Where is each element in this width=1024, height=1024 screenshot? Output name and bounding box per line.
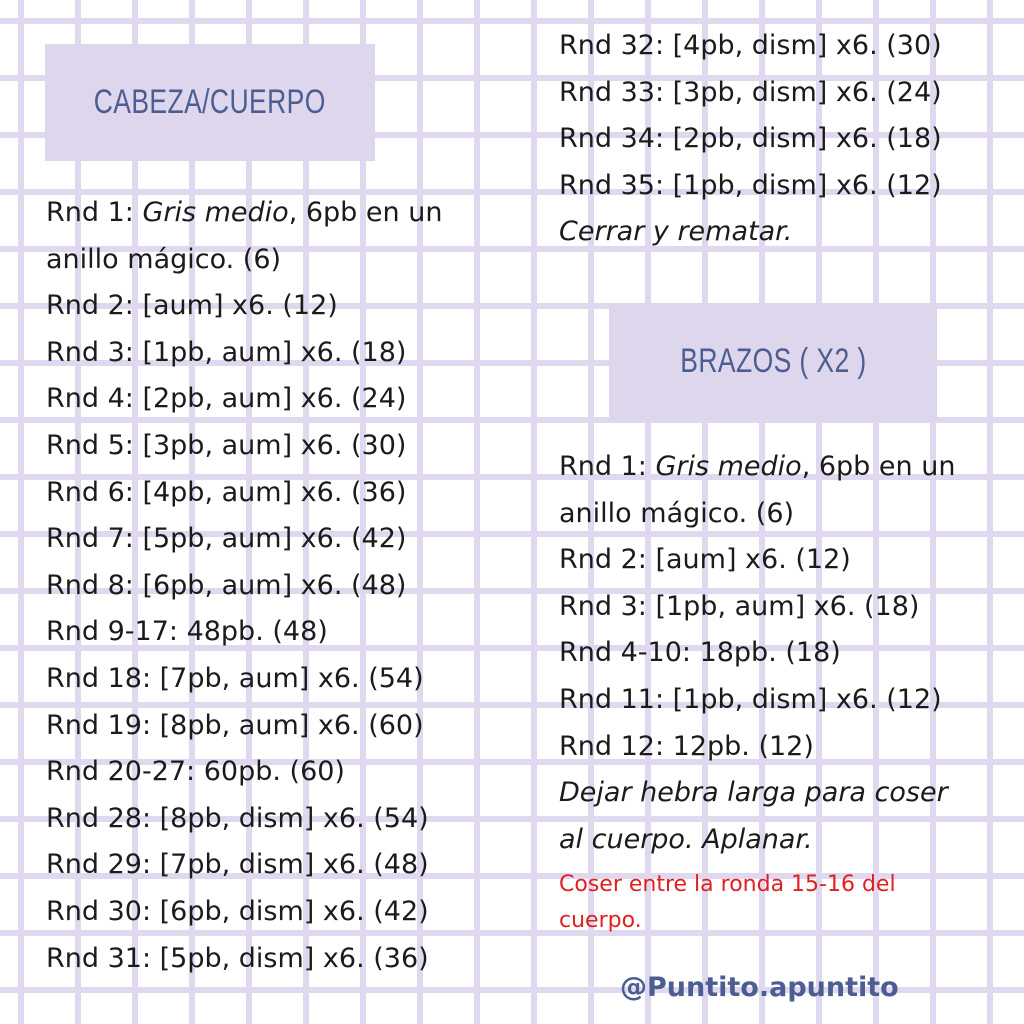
round-line: [559, 537, 979, 584]
round-line: [46, 563, 506, 610]
round-text: [6pb, dism] x6. (42): [159, 895, 429, 927]
round-text: [5pb, aum] x6. (42): [142, 523, 407, 555]
round-text: [1pb, dism] x6. (12): [672, 683, 942, 715]
round-label: Rnd 29:: [46, 849, 160, 881]
round-label: Rnd 19:: [46, 709, 160, 741]
round-text: [4pb, aum] x6. (36): [142, 476, 407, 508]
round-label: Rnd 9-17:: [46, 616, 187, 648]
cabeza-rounds-list: [46, 190, 506, 982]
round-text: [1pb, aum] x6. (18): [142, 336, 407, 368]
round-label: Rnd 11:: [559, 683, 673, 715]
round-label: Rnd 30:: [46, 895, 160, 927]
round-text: [1pb, aum] x6. (18): [655, 590, 920, 622]
round-line: [46, 470, 506, 517]
cabeza-rounds-continued: [559, 23, 999, 256]
round-label: Rnd 7:: [46, 523, 143, 555]
round-label: Rnd 34:: [559, 123, 673, 155]
round-text: [3pb, aum] x6. (30): [142, 429, 407, 461]
closing-note: Cerrar y rematar.: [559, 216, 793, 248]
round-line: [46, 283, 506, 330]
round-label: Rnd 33:: [559, 76, 673, 108]
round-line: [46, 376, 506, 423]
round-text: 12pb. (12): [672, 730, 814, 762]
round-label: Rnd 5:: [46, 429, 143, 461]
round-line: [559, 724, 979, 771]
round-line: [559, 677, 979, 724]
round-color-name: Gris medio: [655, 451, 802, 482]
round-label: Rnd 3:: [46, 336, 143, 368]
round-line: [46, 190, 506, 283]
round-label: Rnd 1:: [559, 451, 656, 482]
round-label: Rnd 28:: [46, 802, 160, 834]
round-line: [46, 423, 506, 470]
round-line: [46, 936, 506, 983]
brazos-rounds-list: [559, 444, 979, 939]
author-handle: @Puntito.apuntito: [620, 972, 899, 1003]
round-text: [aum] x6. (12): [142, 290, 338, 322]
round-text: [2pb, dism] x6. (18): [672, 123, 942, 155]
section-title-box-brazos: [609, 303, 937, 420]
round-color-name: Gris medio: [142, 197, 289, 228]
round-text: [1pb, dism] x6. (12): [672, 169, 942, 201]
round-line: [46, 842, 506, 889]
round-label: Rnd 2:: [559, 544, 656, 576]
round-label: Rnd 4:: [46, 383, 143, 415]
round-label: Rnd 2:: [46, 290, 143, 322]
round-line: [559, 584, 979, 631]
round-line: [559, 23, 999, 70]
round-line: [46, 609, 506, 656]
section-title-brazos: BRAZOS ( X2 ): [679, 342, 867, 380]
round-text: [8pb, dism] x6. (54): [159, 802, 429, 834]
round-line: [46, 749, 506, 796]
closing-note: Dejar hebra larga para coser al cuerpo. Aplanar.: [559, 777, 948, 855]
round-text: 48pb. (48): [186, 616, 328, 648]
round-label: Rnd 12:: [559, 730, 673, 762]
round-text: [2pb, aum] x6. (24): [142, 383, 407, 415]
round-label: Rnd 18:: [46, 662, 160, 694]
round-text: [6pb, aum] x6. (48): [142, 569, 407, 601]
section-title-box-cabeza: [45, 44, 375, 161]
round-label: Rnd 35:: [559, 169, 673, 201]
round-text: , 6pb en un anillo mágico. (6): [559, 451, 956, 529]
round-line: [559, 630, 979, 677]
round-text: 18pb. (18): [699, 637, 841, 669]
round-line: [46, 516, 506, 563]
round-label: Rnd 31:: [46, 942, 160, 974]
round-label: Rnd 20-27:: [46, 756, 204, 788]
round-text: [4pb, dism] x6. (30): [672, 30, 942, 61]
round-label: Rnd 32:: [559, 30, 673, 61]
round-text: [7pb, aum] x6. (54): [159, 662, 424, 694]
sewing-note: Coser entre la ronda 15-16 del cuerpo.: [559, 872, 896, 934]
round-text: [3pb, dism] x6. (24): [672, 76, 942, 108]
round-label: Rnd 1:: [46, 197, 143, 228]
round-line: [559, 444, 979, 537]
round-text: [5pb, dism] x6. (36): [159, 942, 429, 974]
round-label: Rnd 3:: [559, 590, 656, 622]
round-text: [aum] x6. (12): [655, 544, 851, 576]
round-text: [8pb, aum] x6. (60): [159, 709, 424, 741]
round-line: [46, 656, 506, 703]
round-line: [559, 116, 999, 163]
round-text: [7pb, dism] x6. (48): [159, 849, 429, 881]
round-line: [46, 330, 506, 377]
section-title-cabeza: CABEZA/CUERPO: [93, 83, 326, 121]
round-label: Rnd 4-10:: [559, 637, 700, 669]
round-label: Rnd 6:: [46, 476, 143, 508]
round-line: [559, 70, 999, 117]
round-line: [46, 796, 506, 843]
round-line: [46, 703, 506, 750]
round-line: [46, 889, 506, 936]
round-text: 60pb. (60): [203, 756, 345, 788]
round-line: [559, 163, 999, 210]
round-text: , 6pb en un anillo mágico. (6): [46, 197, 443, 275]
round-label: Rnd 8:: [46, 569, 143, 601]
